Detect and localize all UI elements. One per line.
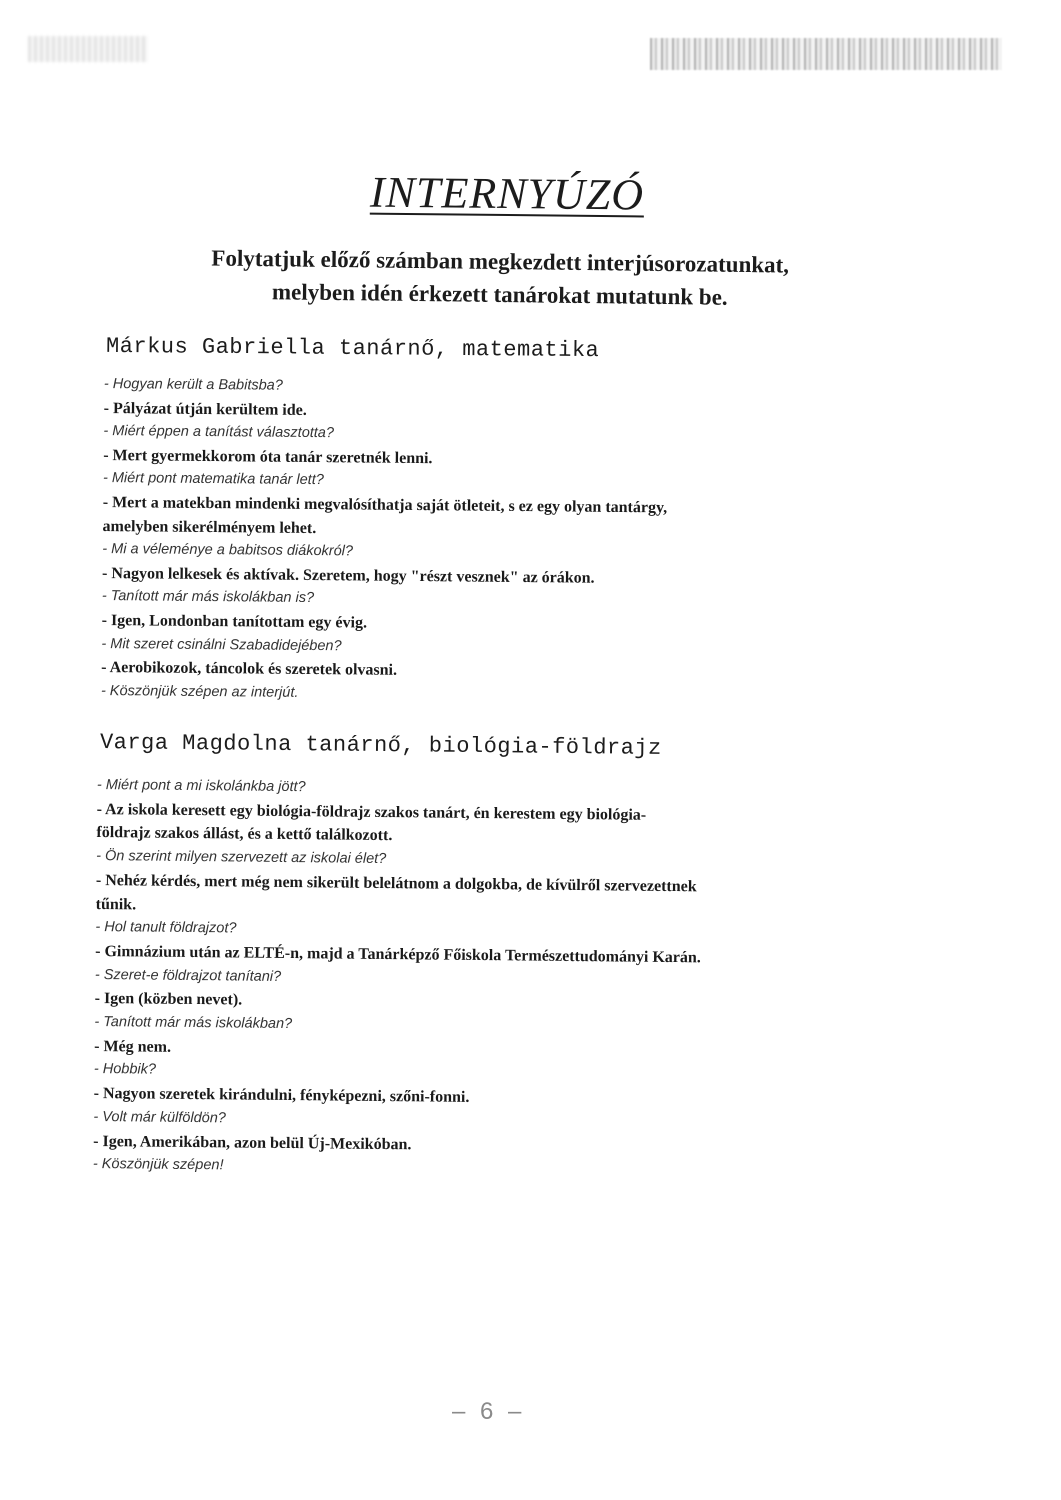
answer-line: - Az iskola keresett egy biológia-földrajz szakos tanárt, én kerestem egy biológia- [96, 800, 647, 824]
question-line: - Szeret-e földrajzot tanítani? [94, 966, 282, 985]
question-line: - Tanított már más iskolákban is? [101, 588, 315, 607]
question-line: - Hobbik? [93, 1061, 157, 1079]
answer-line: földrajz szakos állást, és a kettő találkozott. [96, 824, 393, 845]
answer-line: - Igen, Amerikában, azon belül Új-Mexikóban. [93, 1132, 412, 1153]
answer-line: - Még nem. [94, 1037, 172, 1056]
answer-line: tűnik. [95, 895, 137, 913]
question-line: - Miért pont a mi iskolánkba jött? [96, 777, 306, 796]
question-line: - Volt már külföldön? [93, 1108, 226, 1127]
answer-line: - Igen, Londonban tanítottam egy évig. [101, 611, 368, 632]
question-line: - Miért pont matematika tanár lett? [102, 470, 324, 489]
question-line: - Hol tanult földrajzot? [95, 919, 237, 937]
answer-line: - Pályázat útján kerültem ide. [103, 399, 307, 419]
scan-noise-right [650, 38, 1002, 70]
question-line: - Tanított már más iskolákban? [94, 1013, 293, 1033]
answer-line: - Mert a matekban mindenki megvalósíthatja saját ötleteit, s ez egy olyan tantárgy, [102, 493, 668, 517]
question-line: - Köszönjük szépen! [92, 1156, 224, 1174]
interview-heading-2: Varga Magdolna tanárnő, biológia-földrajz [99, 730, 662, 761]
question-line: - Mi a véleménye a babitsos diákokról? [102, 541, 354, 560]
question-line: - Mit szeret csinálni Szabadidejében? [101, 635, 342, 654]
question-line: - Miért éppen a tanítást választotta? [103, 423, 335, 442]
answer-line: - Nagyon szeretek kirándulni, fényképezni, szőni-fonni. [93, 1085, 470, 1107]
intro-line-2: melyben idén érkezett tanárokat mutatunk be. [271, 279, 728, 310]
answer-line: - Igen (közben nevet). [94, 990, 243, 1009]
scan-noise-left [28, 36, 148, 62]
question-line: - Ön szerint milyen szervezett az iskolai élet? [96, 848, 387, 868]
intro-line-1: Folytatjuk előző számban megkezdett interjúsorozatunkat, [211, 245, 790, 278]
interview-heading-1: Márkus Gabriella tanárnő, matematika [105, 333, 600, 364]
answer-line: amelyben sikerélményem lehet. [102, 517, 317, 537]
masthead-title: INTERNYÚZÓ [369, 167, 645, 220]
page-number: – 6 – [452, 1398, 526, 1425]
answer-line: - Gimnázium után az ELTÉ-n, majd a Tanárképző Főiskola Természettudományi Karán. [95, 942, 701, 967]
answer-line: - Aerobikozok, táncolok és szeretek olvasni. [101, 659, 398, 680]
answer-line: - Nehéz kérdés, mert még nem sikerült belelátnom a dolgokba, de kívülről szervezettnek [95, 871, 697, 896]
answer-line: - Mert gyermekkorom óta tanár szeretnék lenni. [103, 446, 433, 467]
answer-line: - Nagyon lelkesek és aktívak. Szeretem, hogy "részt vesznek" az órákon. [102, 564, 595, 587]
question-line: - Hogyan került a Babitsba? [103, 376, 283, 394]
question-line: - Köszönjük szépen az interjút. [100, 682, 299, 701]
intro-paragraph [130, 240, 871, 315]
